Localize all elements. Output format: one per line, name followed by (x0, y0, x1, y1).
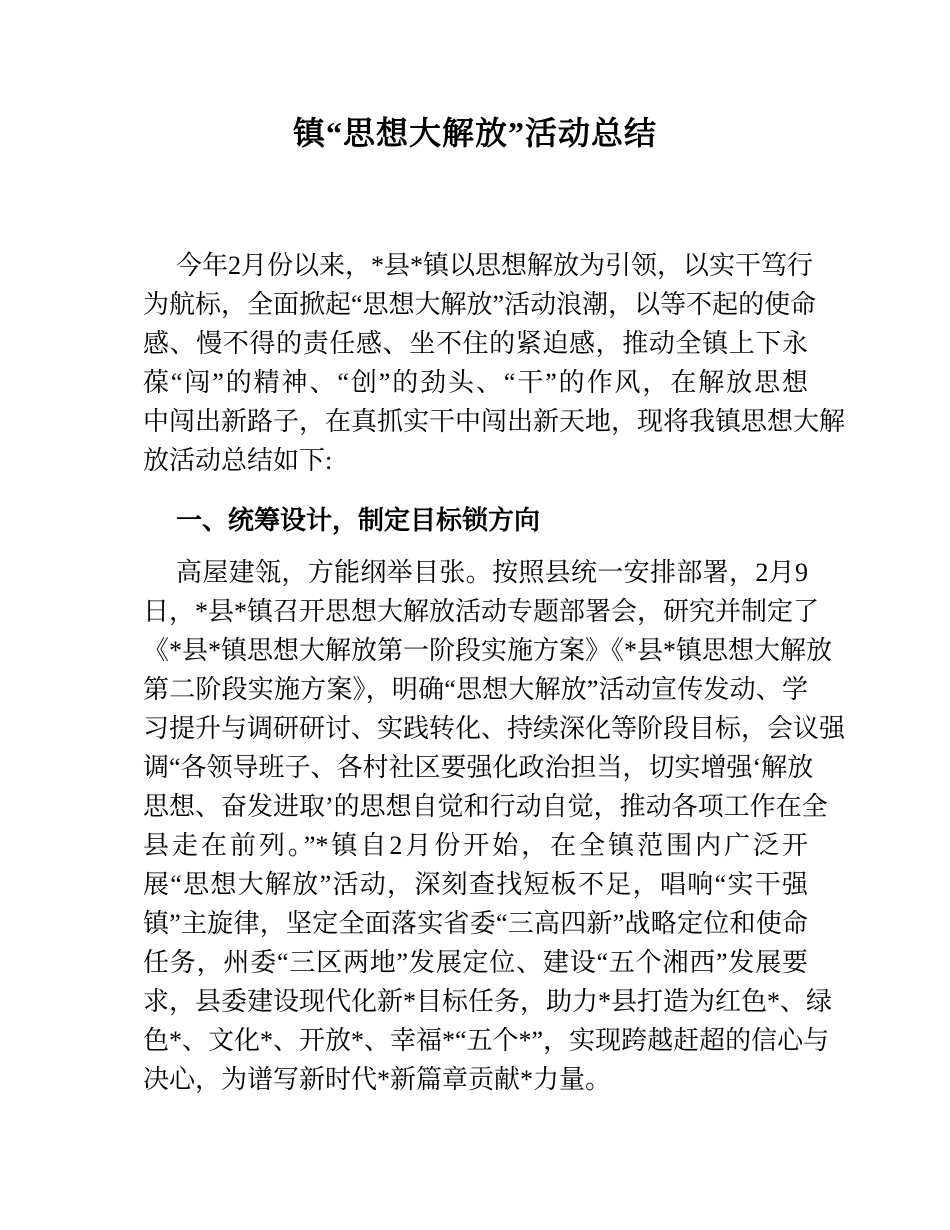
text-line: 为航标，全面掀起“思想大解放”活动浪潮，以等不起的使命 (143, 290, 817, 319)
text-line: 习提升与调研研讨、实践转化、持续深化等阶段目标，会议强 (143, 714, 846, 743)
text-line: 中闯出新路子，在真抓实干中闯出新天地，现将我镇思想大解 (143, 407, 846, 436)
text-line: 今年2月份以来，*县*镇以思想解放为引领，以实干笃行 (176, 251, 814, 280)
text-line: 镇”主旋律，坚定全面落实省委“三高四新”战略定位和使命 (143, 909, 808, 938)
text-line: 思想、奋发进取’的思想自觉和行动自觉，推动各项工作在全 (143, 792, 828, 821)
text-line: 展“思想大解放”活动，深刻查找短板不足，唱响“实干强 (143, 870, 808, 899)
text-line: 葆“闯”的精神、“创”的劲头、“干”的作风，在解放思想 (143, 368, 808, 397)
text-line: 感、慢不得的责任感、坐不住的紧迫感，推动全镇上下永 (143, 329, 808, 358)
text-line: 任务，州委“三区两地”发展定位、建设“五个湘西”发展要 (143, 948, 808, 977)
text-line: 放活动总结如下: (143, 446, 333, 475)
text-line: 决心，为谱写新时代*新篇章贡献*力量。 (143, 1065, 612, 1094)
text-line: 县走在前列。”*镇自2月份开始，在全镇范围内广泛开 (143, 831, 808, 860)
section-heading: 一、统筹设计，制定目标锁方向 (176, 506, 541, 535)
text-line: 《*县*镇思想大解放第一阶段实施方案》《*县*镇思想大解放 (143, 636, 833, 665)
text-line: 日，*县*镇召开思想大解放活动专题部署会，研究并制定了 (143, 597, 820, 626)
text-line: 求，县委建设现代化新*目标任务，助力*县打造为红色*、绿 (143, 987, 833, 1016)
text-line: 第二阶段实施方案》，明确“思想大解放”活动宣传发动、学 (143, 675, 808, 704)
text-line: 高屋建瓴，方能纲举目张。按照县统一安排部署，2月9 (176, 558, 808, 587)
document-title: 镇“思想大解放”活动总结 (292, 115, 657, 151)
text-line: 色*、文化*、开放*、幸福*“五个*”，实现跨越赶超的信心与 (143, 1026, 830, 1055)
text-line: 调“各领导班子、各村社区要强化政治担当，切实增强‘解放 (143, 753, 814, 782)
